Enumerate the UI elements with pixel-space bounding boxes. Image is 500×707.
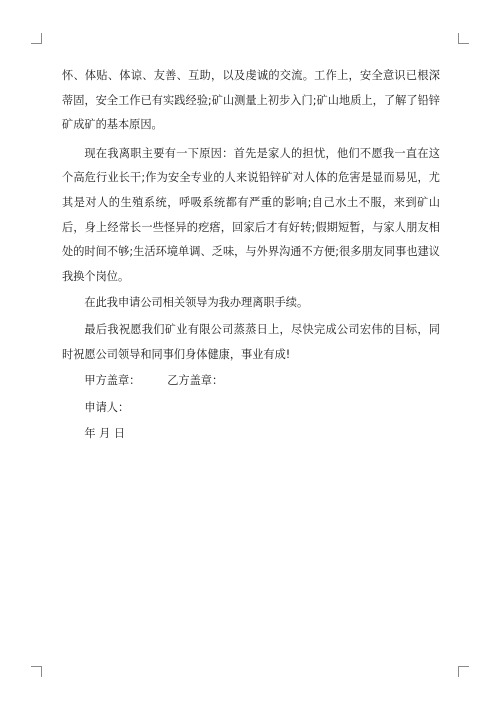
page-corner-mark-bottom-left bbox=[31, 666, 42, 677]
paragraph-request: 在此我申请公司相关领导为我办理离职手续。 bbox=[84, 296, 309, 310]
date-label: 年 月 日 bbox=[84, 427, 126, 441]
applicant-label: 申请人： bbox=[84, 400, 130, 414]
page-corner-mark-top-left bbox=[31, 33, 42, 44]
party-b-seal-label: 乙方盖章： bbox=[167, 374, 224, 388]
paragraph-wishes: 最后我祝愿我们矿业有限公司蒸蒸日上，尽快完成公司宏伟的目标，同时祝愿公司领导和同事们身体健康，事业有成! bbox=[62, 322, 440, 361]
page-corner-mark-bottom-right bbox=[458, 666, 469, 677]
document-body bbox=[62, 64, 440, 447]
paragraph-continuation: 怀、体贴、体谅、友善、互助，以及虔诚的交流。工作上，安全意识已根深蒂固，安全工作已有实践经验;矿山测量上初步入门;矿山地质上，了解了铅锌矿成矿的基本原因。 bbox=[62, 69, 440, 132]
party-a-seal-label: 甲方盖章： bbox=[84, 374, 141, 388]
page-corner-mark-top-right bbox=[458, 33, 469, 44]
signature-seal-row bbox=[62, 369, 440, 394]
paragraph-reasons: 现在我离职主要有一下原因：首先是家人的担忧，他们不愿我一直在这个高危行业长干;作为安全专业的人来说铅锌矿对人体的危害是显而易见，尤其是对人的生殖系统，呼吸系统都有严重的影响;自己水土不服，来到矿山后，身上经常长一些怪异的疙瘩，回家后才有好转;假期短暂，与家人朋友相处的时间不够;生活环境单调、乏味，与外界沟通不方便;很多朋友同事也建议我换个岗位。 bbox=[62, 146, 440, 283]
